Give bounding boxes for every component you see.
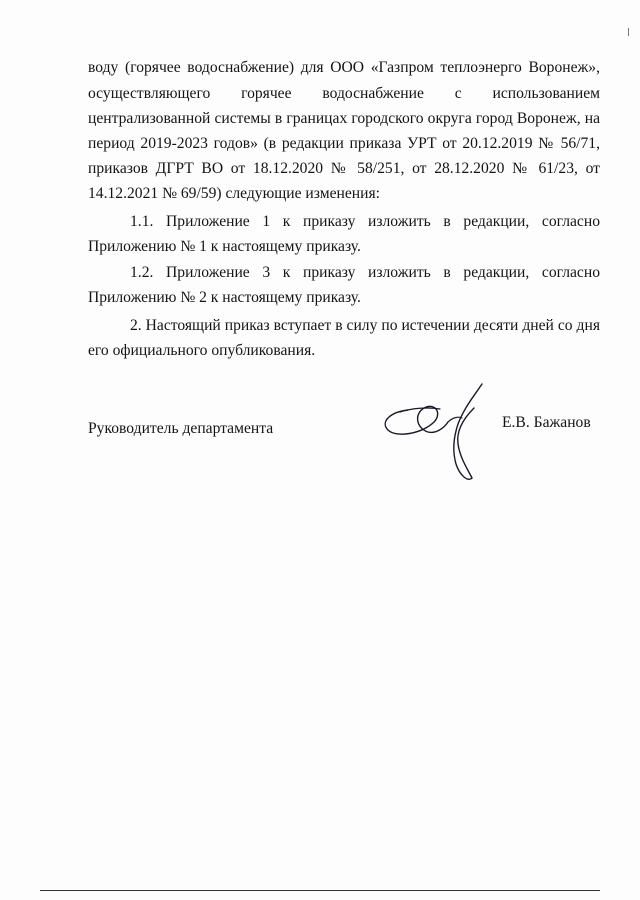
item-1-2-line-1: 1.2. Приложение 3 к приказу изложить в редакции, согласно <box>130 264 600 281</box>
body-line-2: осуществляющего горячее водоснабжение с использованием <box>88 85 600 102</box>
body-line-5: приказов ДГРТ ВО от 18.12.2020 № 58/251, от 28.12.2020 № 61/23, от <box>88 160 600 177</box>
item-2-line-1: 2. Настоящий приказ вступает в силу по истечении десяти дней со дня <box>130 317 600 334</box>
body-line-4: период 2019-2023 годов» (в редакции приказа УРТ от 20.12.2019 № 56/71, <box>88 135 600 152</box>
body-line-3: централизованной системы в границах городского округа город Воронеж, на <box>88 110 600 127</box>
body-line-1: воду (горячее водоснабжение) для ООО «Газпром теплоэнерго Воронеж», <box>88 59 600 76</box>
item-2-line-2: его официального опубликования. <box>88 342 316 359</box>
edge-mark <box>628 28 635 36</box>
item-1-1-line-1: 1.1. Приложение 1 к приказу изложить в редакции, согласно <box>130 213 600 230</box>
page-bottom-edge <box>40 890 600 891</box>
item-1-2-line-2: Приложению № 2 к настоящему приказу. <box>88 289 361 306</box>
item-1-1-line-2: Приложению № 1 к настоящему приказу. <box>88 238 361 255</box>
signatory-name: Е.В. Бажанов <box>502 414 591 431</box>
signatory-position: Руководитель департамента <box>88 420 274 437</box>
body-line-6: 14.12.2021 № 69/59) следующие изменения: <box>88 185 380 202</box>
handwritten-signature <box>378 378 498 488</box>
